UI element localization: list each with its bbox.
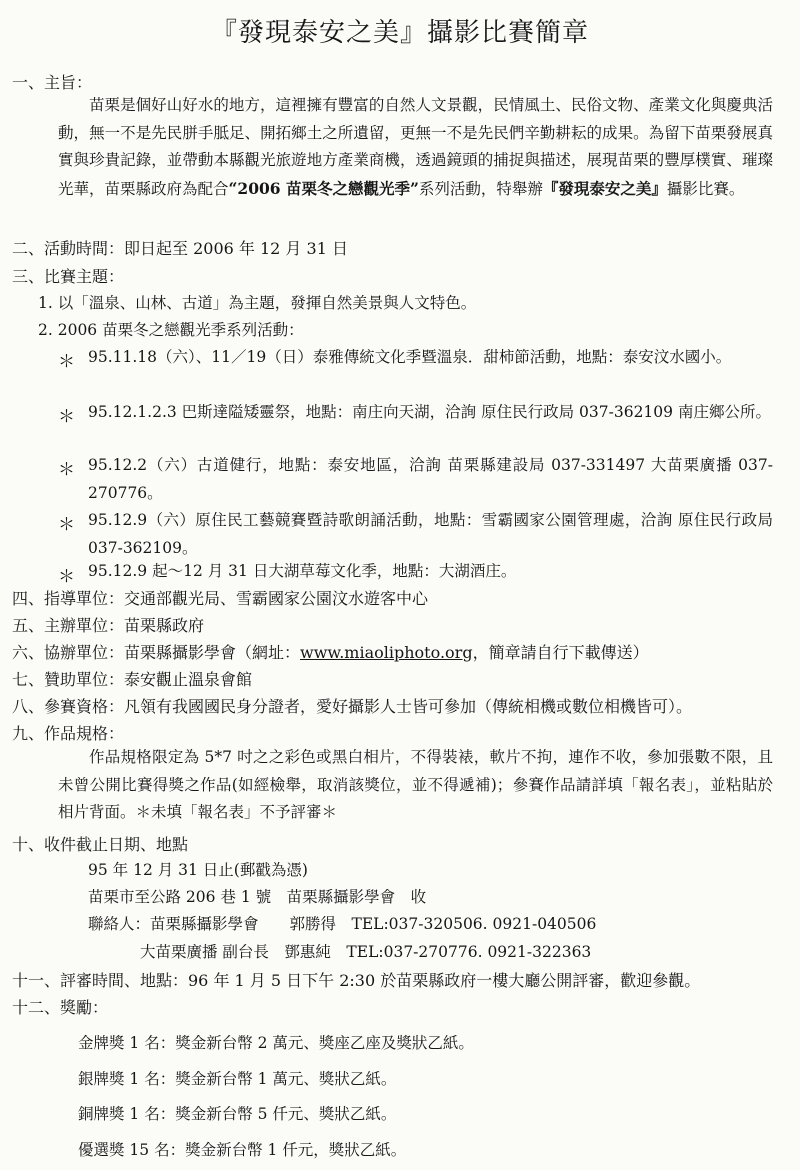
contact-person-1: 聯絡人：苗栗縣攝影學會 郭勝得 TEL:037-320506. 0921-040506 (88, 915, 597, 933)
event-item-5: 95.12.9 起～12 月 31 日大湖草莓文化季，地點：大湖酒庄。 (88, 562, 517, 580)
deadline-text: 95 年 12 月 31 日止(郵戳為憑) (88, 861, 308, 879)
theme-item-1: 1. 以「溫泉、山林、古道」為主題，發揮自然美景與人文特色。 (38, 294, 477, 312)
contact-person-2: 大苗栗廣播 副台長 鄧惠純 TEL:037-270776. 0921-322363 (140, 943, 592, 961)
event-item-2: 95.12.1.2.3 巴斯達隘矮靈祭，地點：南庄向天湖，洽詢 原住民行政局 037-362109 南庄鄉公所。 (88, 403, 771, 421)
section-8-eligibility: 八、參賽資格：凡領有我國國民身分證者，愛好攝影人士皆可參加（傳統相機或數位相機皆可）。 (12, 697, 693, 716)
bullet-star-icon: ＊ (58, 352, 75, 372)
purpose-event-name: “2006 苗栗冬之戀觀光季” (228, 178, 419, 198)
section-11-judging: 十一、評審時間、地點：96 年 1 月 5 日下午 2:30 於苗栗縣政府一樓大廳公開評審，歡迎參觀。 (12, 971, 701, 990)
award-gold: 金牌獎 1 名：獎金新台幣 2 萬元、獎座乙座及獎狀乙紙。 (78, 1034, 474, 1052)
mailing-address: 苗栗市至公路 206 巷 1 號 苗栗縣攝影學會 收 (88, 888, 427, 906)
section-10-heading: 十、收件截止日期、地點 (12, 835, 189, 854)
bullet-star-icon: ＊ (58, 460, 75, 480)
award-bronze: 銅牌獎 1 名：獎金新台幣 5 仟元、獎狀乙紙。 (78, 1105, 397, 1123)
section-4-guidance: 四、指導單位：交通部觀光局、雪霸國家公園汶水遊客中心 (12, 589, 429, 608)
event-item-3: 95.12.2（六）古道健行，地點：泰安地區，洽詢 苗栗縣建設局 037-331497 大苗栗廣播 037-270776。 (88, 456, 773, 502)
website-link[interactable]: www.miaoliphoto.org (300, 643, 473, 662)
bullet-star-icon: ＊ (58, 515, 75, 535)
co-organizer-note: ，簡章請自行下載傳送） (472, 643, 649, 662)
co-organizer-label: 六、協辦單位：苗栗縣攝影學會（網址： (12, 643, 301, 662)
bullet-star-icon: ＊ (58, 407, 75, 427)
page-title: 『發現泰安之美』攝影比賽簡章 (210, 18, 589, 48)
section-3-heading: 三、比賽主題： (12, 267, 125, 286)
section-6-co-organizer (12, 640, 649, 663)
award-merit: 優選獎 15 名：獎金新台幣 1 仟元，獎狀乙紙。 (78, 1141, 407, 1159)
section-9-heading: 九、作品規格： (12, 724, 125, 743)
section-7-sponsor: 七、贊助單位：泰安觀止溫泉會館 (12, 670, 253, 689)
section-5-organizer: 五、主辦單位：苗栗縣政府 (12, 616, 205, 635)
section-12-heading: 十二、獎勵： (12, 998, 109, 1017)
purpose-text-a: 苗栗是個好山好水的地方，這裡擁有豐富的自然人文景觀，民情風土、民俗文物、產業文化與慶典活動，無一不是先民胼手胝足、開拓鄉土之所遺留，更無一不是先民們辛勤耕耘的成果。為留下苗栗發展真實與珍貴記錄，並帶動本縣觀光旅遊地方產業商機，透過鏡頭的捕捉與描述，展現苗栗的豐厚樸實、璀璨光華，苗栗縣政府為配合 (58, 96, 773, 198)
award-silver: 銀牌獎 1 名：獎金新台幣 1 萬元、獎狀乙紙。 (78, 1070, 397, 1088)
bullet-star-icon: ＊ (58, 567, 75, 587)
purpose-contest-name: 『發現泰安之美』 (542, 178, 667, 198)
section-2-activity-time: 二、活動時間：即日起至 2006 年 12 月 31 日 (12, 239, 348, 258)
purpose-text-b: 系列活動，特舉辦 (418, 179, 543, 198)
section-1-body (58, 92, 773, 203)
section-1-heading: 一、主旨： (12, 73, 93, 92)
section-9-body: 作品規格限定為 5*7 吋之之彩色或黑白相片，不得裝裱，軟片不拘，連作不收，參加張數不限，且未曾公開比賽得獎之作品(如經檢舉，取消該獎位，並不得遞補)；參賽作品請詳填「報名表」，並粘貼於相片背面。＊未填「報名表」不予評審＊ (58, 748, 773, 821)
event-item-1: 95.11.18（六）、11／19（日）泰雅傳統文化季暨溫泉．甜柿節活動，地點：泰安汶水國小。 (88, 348, 732, 366)
theme-item-2: 2. 2006 苗栗冬之戀觀光季系列活動： (38, 321, 304, 339)
purpose-text-c: 攝影比賽。 (666, 179, 745, 198)
event-item-4: 95.12.9（六）原住民工藝競賽暨詩歌朗誦活動，地點：雪霸國家公園管理處，洽詢 原住民行政局 037-362109。 (88, 511, 773, 557)
